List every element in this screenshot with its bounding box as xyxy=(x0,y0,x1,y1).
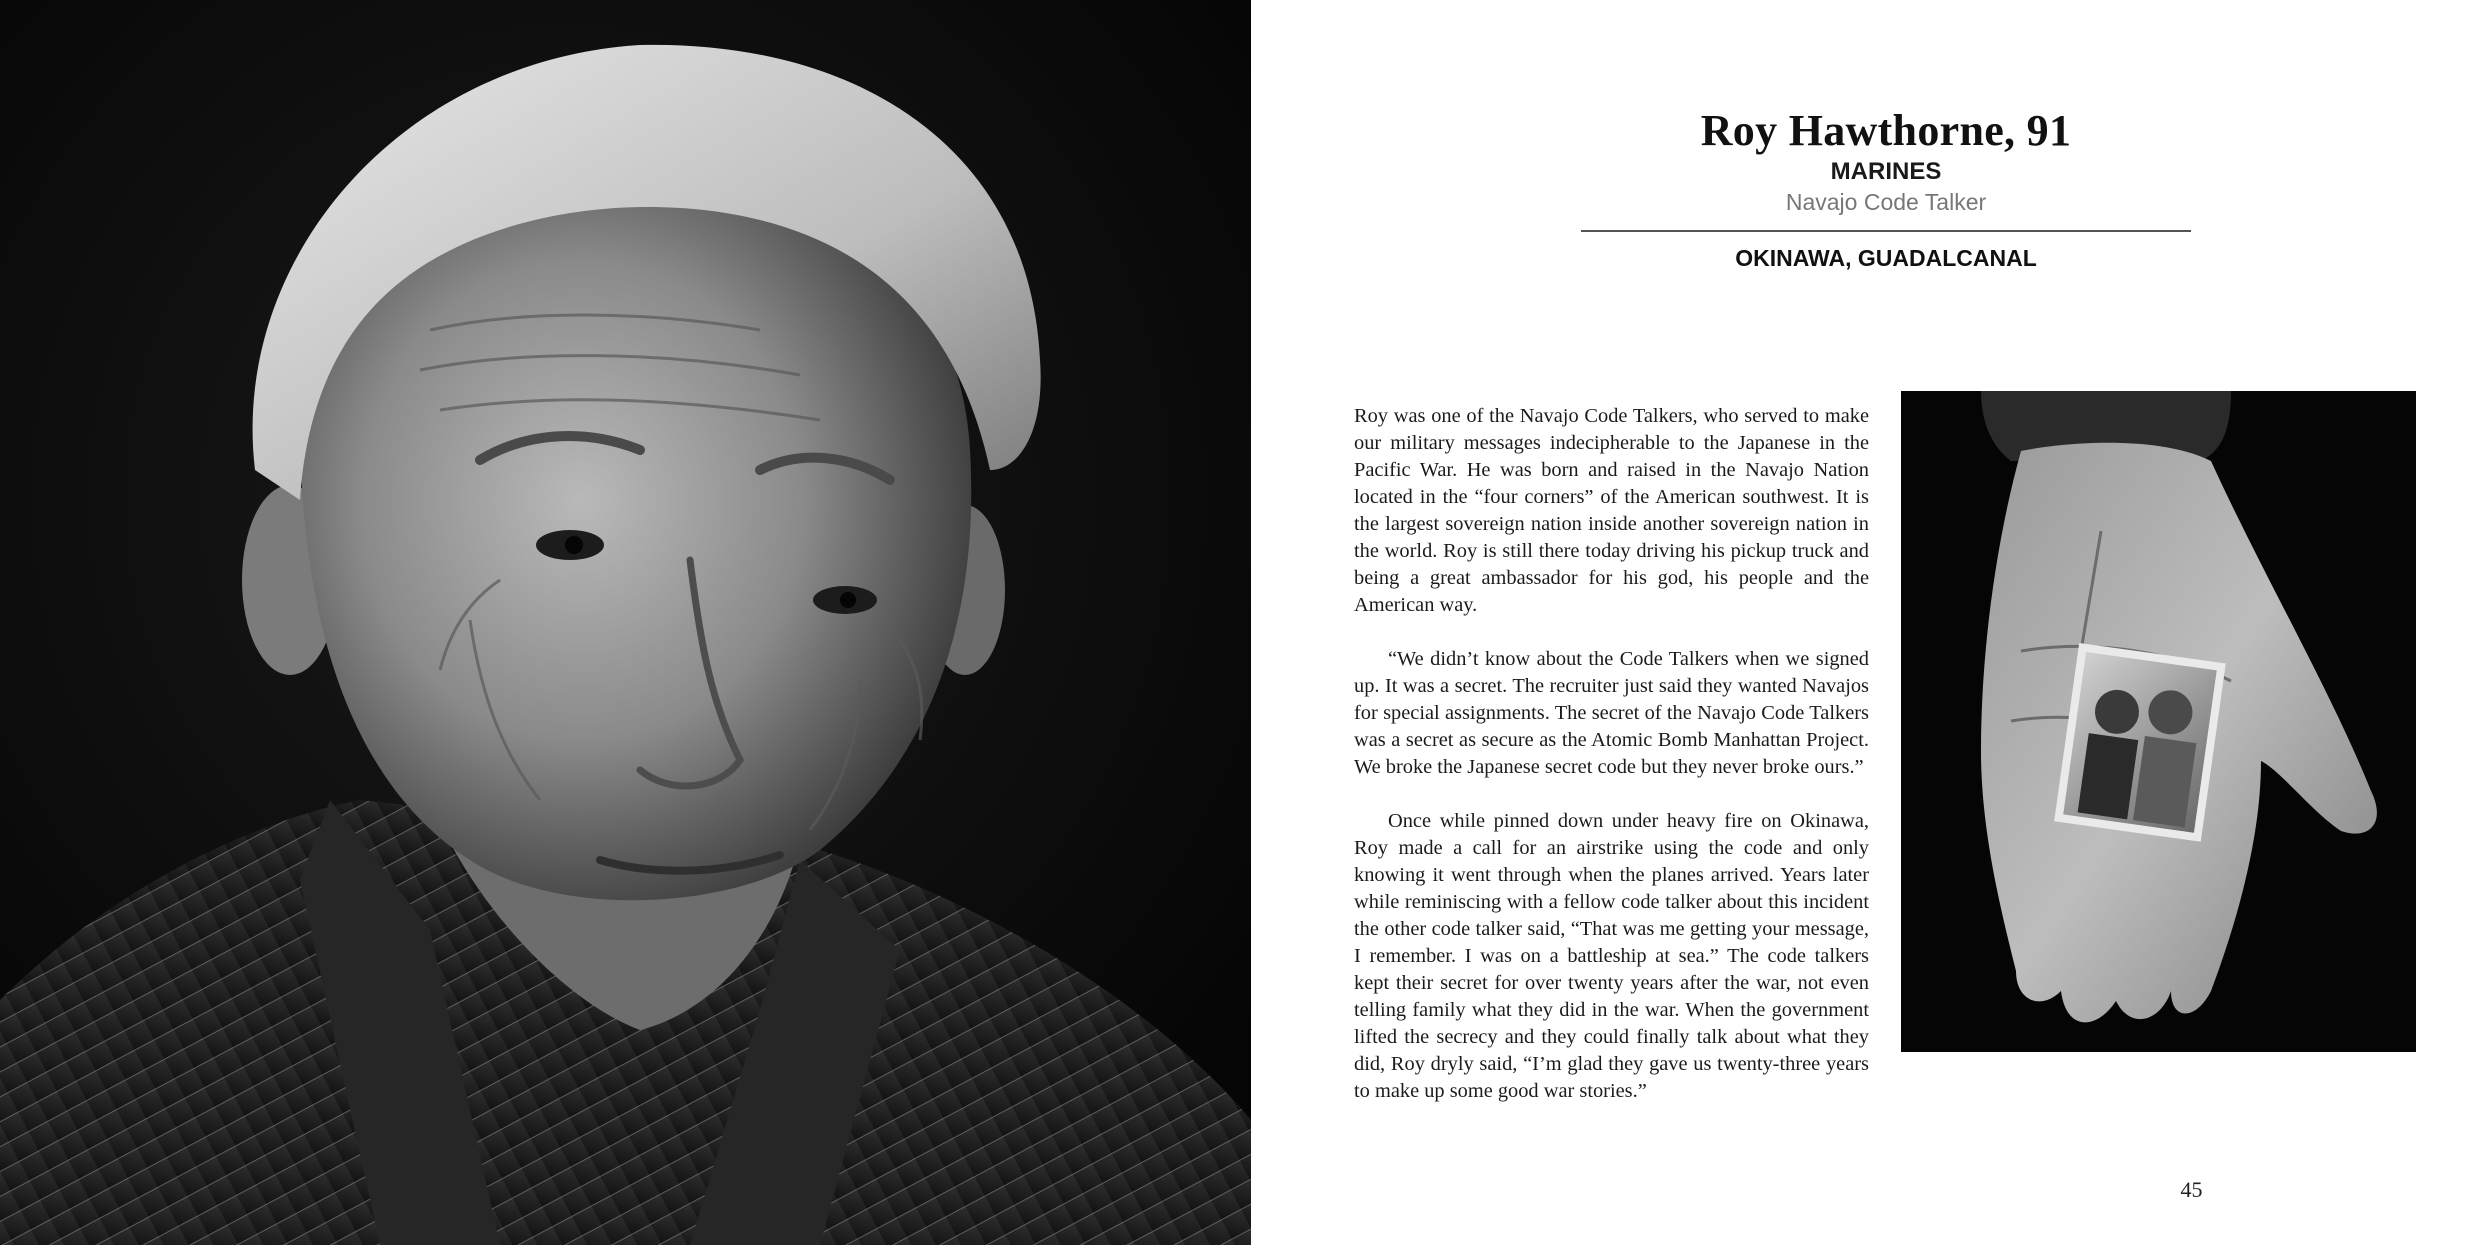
story-text xyxy=(1354,403,1869,1132)
title-block xyxy=(1581,108,2191,274)
story-paragraph: Once while pinned down under heavy fire on Okinawa, Roy made a call for an airstrike using the code and only knowing it went through when the planes arrived. Years later while reminiscing with a fellow code talker about this incident the other code talker said, “That was me getting your message, I remember. I was on a battleship at sea.” The code talkers kept their secret for over twenty years after the war, not even telling family what they did in the war. When the government lifted the secrecy and they could finally talk about what they did, Roy dryly said, “I’m glad they gave us twenty-three years to make up some good war stories.” xyxy=(1354,810,1869,1102)
veteran-name: Roy Hawthorne, 91 xyxy=(1700,106,2072,155)
hand-holding-photo xyxy=(1901,391,2416,1052)
service-role: Navajo Code Talker xyxy=(1785,189,1987,216)
service-branch: MARINES xyxy=(1830,158,1942,186)
title-divider xyxy=(1581,230,2191,232)
story-paragraph: “We didn’t know about the Code Talkers when we signed up. It was a secret. The recruiter just said they wanted Navajos for special assignments. The secret of the Navajo Code Talkers was a secret as secure as the Atomic Bomb Manhattan Project. We broke the Japanese secret code but they never broke ours.” xyxy=(1354,648,1869,778)
right-page xyxy=(1251,0,2492,1245)
page-number: 45 xyxy=(2180,1177,2203,1202)
hand-photo-illustration xyxy=(1901,391,2416,1052)
battles: OKINAWA, GUADALCANAL xyxy=(1735,245,2037,272)
story-paragraph: Roy was one of the Navajo Code Talkers, who served to make our military messages indecipherable to the Japanese in the Pacific War. He was born and raised in the Navajo Nation located in the “four corners” of the American southwest. It is the largest sovereign nation inside another sovereign nation in the world. Roy is still there today driving his pickup truck and being a great ambassador for his god, his people and the American way. xyxy=(1354,405,1869,616)
